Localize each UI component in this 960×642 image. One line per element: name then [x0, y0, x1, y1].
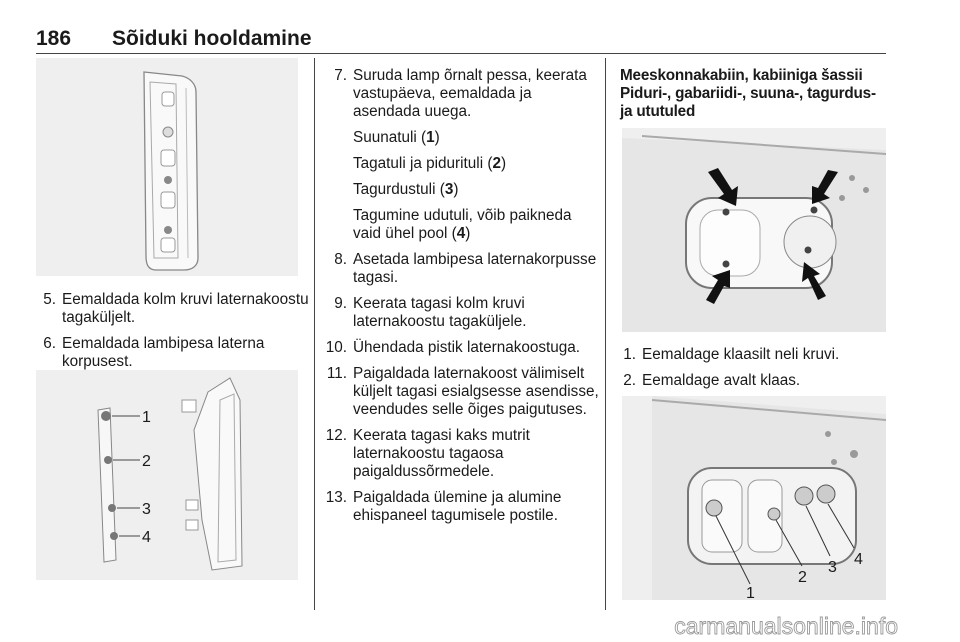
sub-item-fog: Tagumine udutuli, võib paikneda vaid ühel pool (4) — [353, 207, 572, 242]
column-divider-2 — [605, 58, 606, 610]
figure-label-2: 2 — [142, 453, 151, 470]
sub-item-tail-brake: Tagatuli ja pidurituli (2) — [353, 155, 507, 172]
step-12: 12. Keerata tagasi kaks mutrit laternakoostu tagaosa paigaldussõrmedele. — [325, 427, 530, 480]
step-5: 5. Eemaldada kolm kruvi laternakoostu tagaküljelt. — [43, 291, 309, 326]
watermark-text: carmanualsonline.info — [674, 613, 898, 639]
section-heading-line-1: Meeskonnakabiin, kabiiniga šassii — [620, 67, 863, 84]
figure-lamp-screws — [622, 128, 886, 332]
step-10: 10. Ühendada pistik laternakoostuga. — [325, 339, 581, 356]
figure-bulb-holder — [36, 370, 298, 580]
steps-list-left — [20, 291, 310, 379]
step-6: 6. Eemaldada lambipesa laterna korpusest. — [43, 335, 265, 370]
watermark — [560, 608, 900, 642]
sub-item-reverse: Tagurdustuli (3) — [353, 181, 459, 198]
figure-lamp-bulbs — [622, 396, 886, 600]
section-heading-line-2: Piduri-, gabariidi-, suuna-, tagurdus- ja ututuled — [620, 85, 876, 120]
step-13: 13. Paigaldada ülemine ja alumine ehispaneel tagumisele postile. — [325, 489, 562, 524]
figure-label-4: 4 — [854, 551, 863, 568]
step-11: 11. Paigaldada laternakoost välimiselt küljelt tagasi esialgsesse asendisse, veendudes selle õiges paigutuses. — [326, 365, 599, 418]
page-title: Sõiduki hooldamine — [112, 27, 312, 50]
header-rule — [36, 53, 886, 54]
step-9: 9. Keerata tagasi kolm kruvi laternakoostu tagaküljele. — [334, 295, 527, 330]
figure-label-2: 2 — [798, 569, 807, 586]
figure-tail-lamp-back — [36, 58, 298, 276]
figure-label-3: 3 — [142, 501, 151, 518]
page-number: 186 — [36, 27, 72, 50]
figure-label-4: 4 — [142, 529, 151, 546]
figure-label-1: 1 — [142, 409, 151, 426]
step-right-1: 1. Eemaldage klaasilt neli kruvi. — [623, 346, 840, 363]
section-heading — [620, 67, 890, 121]
sub-item-turn-signal: Suunatuli (1) — [353, 129, 440, 146]
step-7: 7. Suruda lamp õrnalt pessa, keerata vastupäeva, eemaldada ja asendada uuega. Suunatuli (1) Tagatuli ja pidurituli (2) Tagurdustuli (3) Tagumine udutuli, võib paikneda vaid ühel pool (4) — [311, 67, 601, 243]
step-right-2: 2. Eemaldage avalt klaas. — [623, 372, 801, 389]
step-8: 8. Asetada lambipesa laternakorpusse tagasi. — [334, 251, 597, 286]
figure-label-3: 3 — [828, 559, 837, 576]
steps-list-middle — [311, 67, 601, 533]
figure-label-1: 1 — [746, 585, 755, 600]
steps-list-right — [600, 346, 890, 398]
page-header — [36, 27, 886, 51]
